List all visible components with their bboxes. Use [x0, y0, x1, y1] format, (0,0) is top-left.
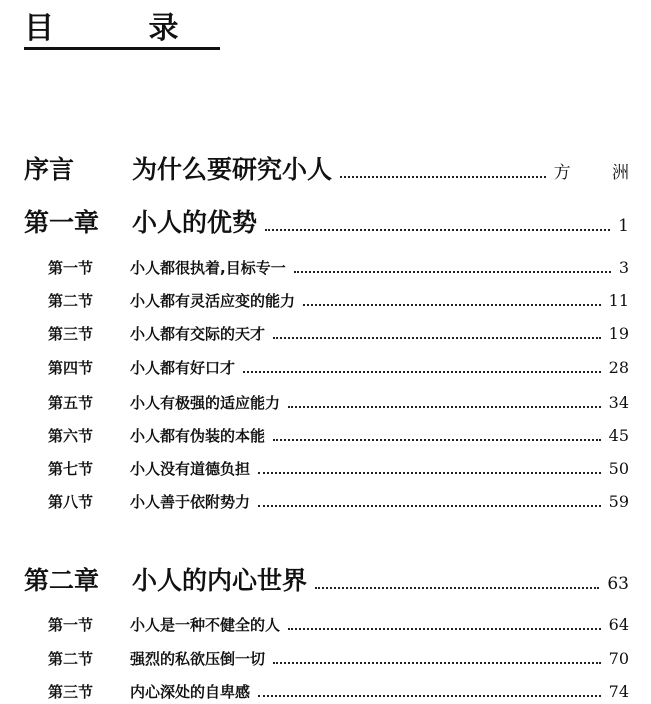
leader-dots [288, 406, 601, 408]
chapter-page: 1 [618, 216, 629, 236]
section-title: 小人都有交际的天才 [130, 325, 266, 343]
section-title: 小人没有道德负担 [130, 460, 251, 478]
section-page: 64 [608, 615, 629, 634]
toc-section[interactable] [48, 290, 629, 311]
section-label: 第二节 [48, 292, 94, 310]
section-page: 3 [618, 258, 629, 277]
leader-dots [273, 337, 601, 339]
chapter-label: 第二章 [24, 566, 100, 595]
leader-dots [258, 695, 601, 697]
toc-chapter-2[interactable] [24, 561, 629, 597]
toc-preface[interactable] [24, 150, 647, 186]
section-label: 第二节 [48, 650, 94, 668]
toc-section[interactable] [48, 323, 629, 344]
preface-title: 为什么要研究小人 [132, 155, 333, 184]
section-title: 小人都有灵活应变的能力 [130, 292, 296, 310]
section-label: 第八节 [48, 493, 94, 511]
section-page: 45 [608, 426, 629, 445]
toc-section[interactable] [48, 257, 629, 278]
chapter-label: 第一章 [24, 208, 100, 237]
leader-dots [273, 439, 601, 441]
section-title: 小人有极强的适应能力 [130, 394, 281, 412]
toc-section[interactable] [48, 425, 629, 446]
section-title: 小人都有伪装的本能 [130, 427, 266, 445]
section-title: 小人都很执着,目标专一 [130, 259, 286, 277]
section-page: 50 [608, 459, 629, 478]
toc-section[interactable] [48, 614, 629, 635]
section-label: 第四节 [48, 359, 94, 377]
section-page: 59 [608, 492, 629, 511]
toc-chapter-1[interactable] [24, 203, 629, 239]
preface-author: 方 洲 [553, 163, 647, 183]
leader-dots [294, 271, 611, 273]
toc-section[interactable] [48, 648, 629, 669]
section-page: 34 [608, 393, 629, 412]
leader-dots [340, 176, 546, 178]
leader-dots [265, 229, 610, 231]
section-label: 第一节 [48, 259, 94, 277]
leader-dots [303, 304, 601, 306]
toc-section[interactable] [48, 681, 629, 702]
toc-section[interactable] [48, 458, 629, 479]
leader-dots [288, 628, 601, 630]
section-title: 内心深处的自卑感 [130, 683, 251, 701]
toc-section[interactable] [48, 357, 629, 378]
section-page: 11 [608, 291, 629, 310]
toc-section[interactable] [48, 392, 629, 413]
section-title: 小人是一种不健全的人 [130, 616, 281, 634]
section-title: 强烈的私欲压倒一切 [130, 650, 266, 668]
leader-dots [315, 587, 599, 589]
leader-dots [258, 472, 601, 474]
section-label: 第六节 [48, 427, 94, 445]
chapter-title: 小人的优势 [132, 208, 258, 237]
section-title: 小人善于依附势力 [130, 493, 251, 511]
chapter-page: 63 [607, 574, 629, 594]
section-page: 74 [608, 682, 629, 701]
section-page: 19 [608, 324, 629, 343]
section-label: 第三节 [48, 683, 94, 701]
section-label: 第三节 [48, 325, 94, 343]
section-label: 第一节 [48, 616, 94, 634]
section-page: 70 [608, 649, 629, 668]
section-page: 28 [608, 358, 629, 377]
leader-dots [258, 505, 601, 507]
preface-label: 序言 [24, 155, 75, 184]
page-title: 目 录 [24, 12, 220, 50]
toc-section[interactable] [48, 491, 629, 512]
leader-dots [243, 371, 601, 373]
section-label: 第五节 [48, 394, 94, 412]
chapter-title: 小人的内心世界 [132, 566, 308, 595]
section-title: 小人都有好口才 [130, 359, 236, 377]
section-label: 第七节 [48, 460, 94, 478]
leader-dots [273, 662, 601, 664]
